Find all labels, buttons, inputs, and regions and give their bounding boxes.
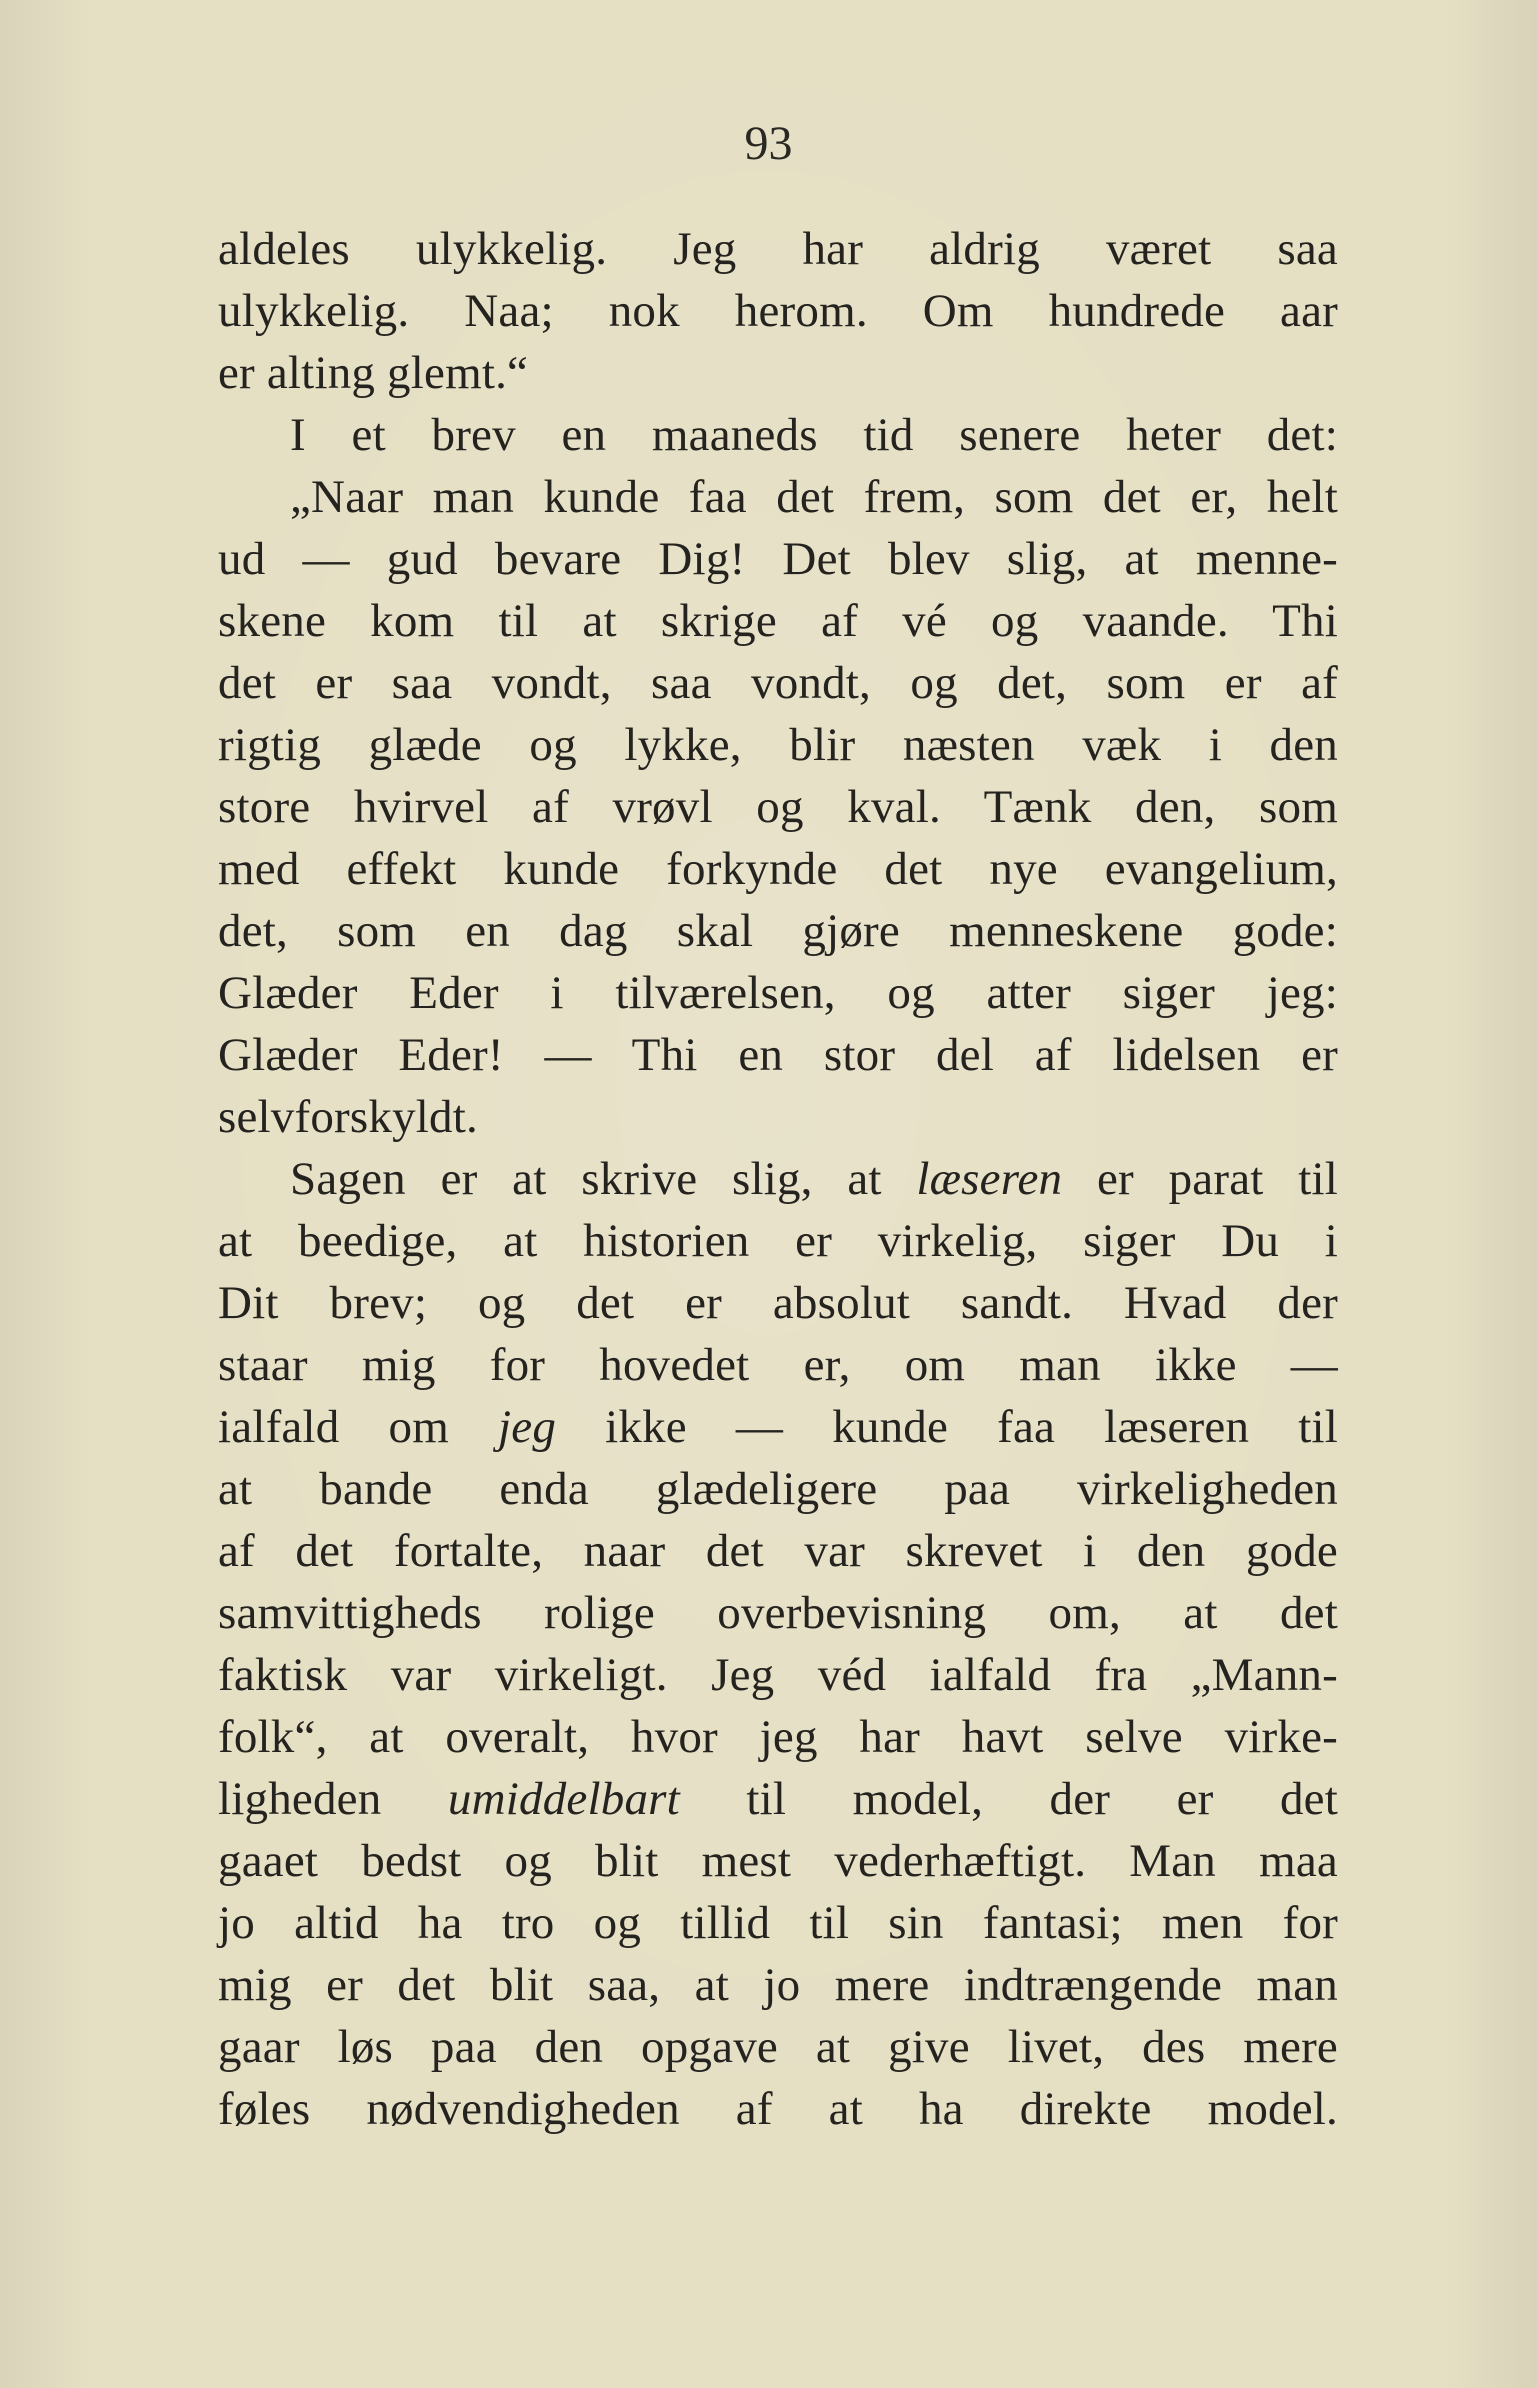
- text-line: [218, 1148, 1338, 1210]
- text-line: ulykkelig. Naa; nok herom. Om hundrede aar: [218, 285, 1338, 337]
- text-line: selvforskyldt.: [218, 1091, 478, 1143]
- text-line: store hvirvel af vrøvl og kval. Tænk den, som: [218, 781, 1338, 833]
- text-line: er alting glemt.“: [218, 347, 529, 399]
- text-line: [218, 1396, 1338, 1458]
- text-line: skene kom til at skrige af vé og vaande. Thi: [218, 595, 1338, 647]
- text-line: faktisk var virkeligt. Jeg véd ialfald fra „Mann-: [218, 1649, 1338, 1701]
- text-line: føles nødvendigheden af at ha direkte model.: [218, 2083, 1338, 2135]
- text-line: jo altid ha tro og tillid til sin fantasi; men for: [218, 1897, 1338, 1949]
- text-line: rigtig glæde og lykke, blir næsten væk i den: [218, 719, 1338, 771]
- text-line: at bande enda glædeligere paa virkeligheden: [218, 1463, 1338, 1515]
- text-segment: er parat til: [1062, 1153, 1338, 1205]
- text-line: ud — gud bevare Dig! Det blev slig, at menne-: [218, 533, 1338, 585]
- body-text: [218, 218, 1338, 2140]
- italic-word: umiddelbart: [447, 1773, 680, 1825]
- italic-word: jeg: [498, 1401, 557, 1453]
- text-line: „Naar man kunde faa det frem, som det er, helt: [290, 471, 1338, 523]
- text-line: Glæder Eder! — Thi en stor del af lidelsen er: [218, 1029, 1338, 1081]
- text-line: Dit brev; og det er absolut sandt. Hvad der: [218, 1277, 1338, 1329]
- text-line: samvittigheds rolige overbevisning om, at det: [218, 1587, 1338, 1639]
- text-line: staar mig for hovedet er, om man ikke —: [218, 1339, 1338, 1391]
- text-segment: til model, der er det: [679, 1773, 1339, 1825]
- text-line: [218, 1768, 1338, 1830]
- text-segment: Sagen er at skrive slig, at: [290, 1153, 917, 1205]
- text-line: gaar løs paa den opgave at give livet, des mere: [218, 2021, 1338, 2073]
- text-line: aldeles ulykkelig. Jeg har aldrig været saa: [218, 223, 1338, 275]
- text-line: af det fortalte, naar det var skrevet i den gode: [218, 1525, 1338, 1577]
- text-line: mig er det blit saa, at jo mere indtrængende man: [218, 1959, 1338, 2011]
- text-line: I et brev en maaneds tid senere heter det:: [290, 409, 1338, 461]
- page-number: 93: [744, 117, 793, 170]
- text-line: det er saa vondt, saa vondt, og det, som er af: [218, 657, 1338, 709]
- text-line: folk“, at overalt, hvor jeg har havt selve virke-: [218, 1711, 1338, 1763]
- italic-word: læseren: [916, 1153, 1063, 1205]
- text-segment: ligheden: [218, 1773, 448, 1825]
- text-line: gaaet bedst og blit mest vederhæftigt. Man maa: [218, 1835, 1338, 1887]
- text-line: med effekt kunde forkynde det nye evangelium,: [218, 843, 1338, 895]
- text-line: det, som en dag skal gjøre menneskene gode:: [218, 905, 1338, 957]
- text-line: Glæder Eder i tilværelsen, og atter siger jeg:: [218, 967, 1338, 1019]
- text-line: at beedige, at historien er virkelig, siger Du i: [218, 1215, 1338, 1267]
- text-segment: ialfald om: [218, 1401, 499, 1453]
- text-segment: ikke — kunde faa læseren til: [556, 1401, 1338, 1453]
